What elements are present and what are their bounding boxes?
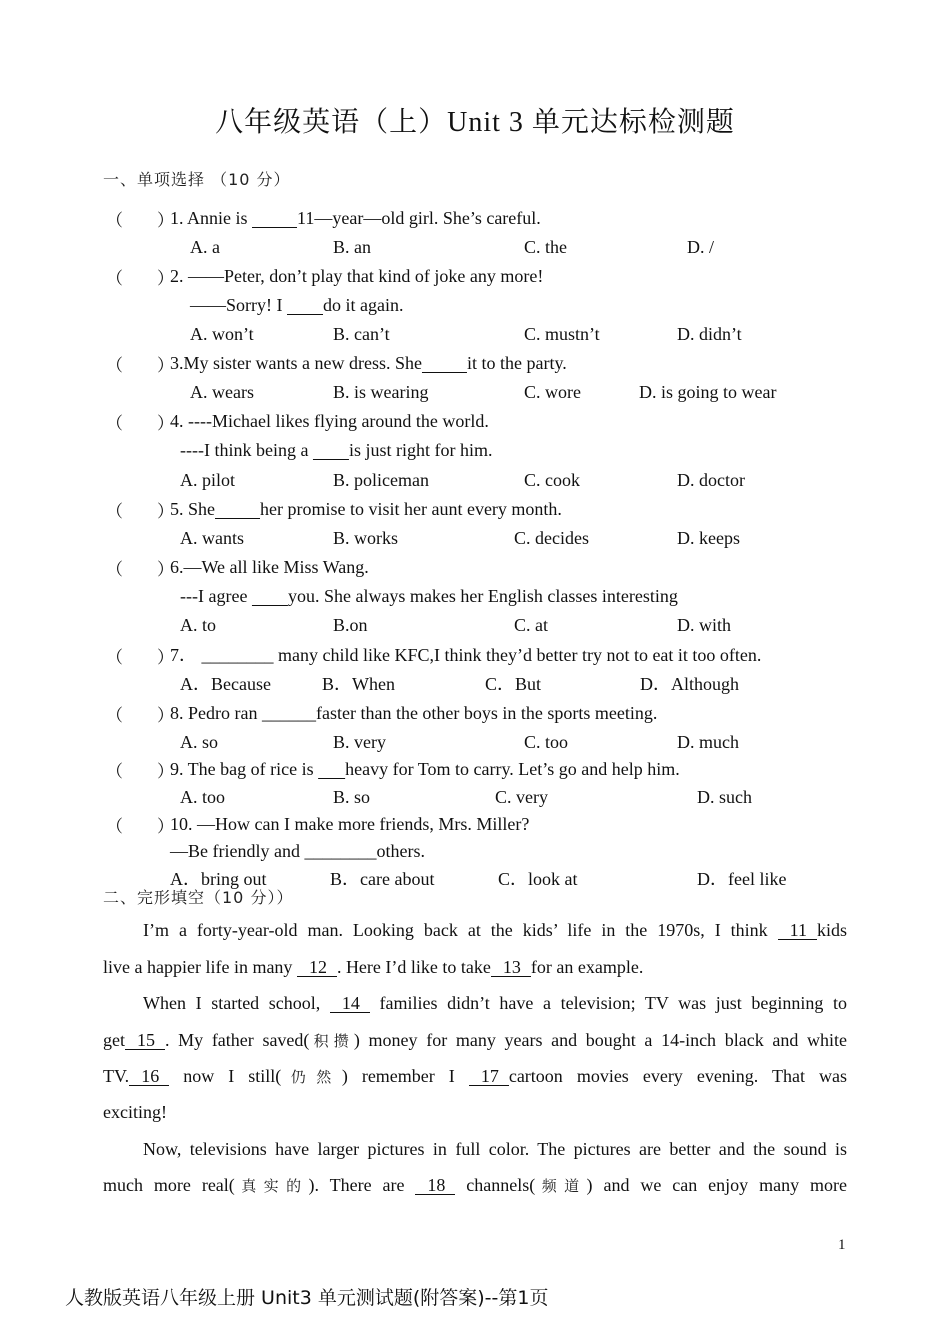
question-stem [180,439,492,461]
question-stem [170,207,541,229]
answer-paren: （ ） [106,762,174,781]
text-segment: 2. ——Peter, don’t play that kind of joke any more! [170,266,544,286]
question-stem [170,352,567,374]
numbered-blank: 13 [491,958,531,977]
answer-blank [252,208,297,228]
passage-line [103,956,847,978]
text-segment: it to the party. [466,353,567,373]
answer-blank [252,586,288,606]
numbered-blank: 11 [778,921,817,940]
text-segment: kids [816,920,847,940]
text-segment: 11—year—old girl. She’s careful. [297,208,541,228]
passage-line [103,1174,847,1197]
answer-option: A. pilot [180,470,236,490]
answer-option: C. very [495,787,548,807]
answer-blank [313,440,349,460]
text-segment: 3.My sister wants a new dress. She [170,353,422,373]
answer-option: A. so [180,732,219,752]
passage-line [103,1101,847,1123]
chinese-gloss: 真实的 [234,1177,309,1195]
text-segment: When I started school, [143,993,330,1013]
text-segment: . Here I’d like to take [336,957,491,977]
answer-blank [318,759,345,779]
passage-line [143,1138,847,1160]
answer-option: C. the [524,237,567,257]
text-segment: much more real( [103,1175,235,1195]
text-segment: channels( [455,1175,536,1195]
question-stem [180,585,678,607]
answer-paren: （ ） [106,648,174,667]
numbered-blank: 12 [297,958,337,977]
question-stem [170,840,425,862]
answer-paren: （ ） [106,269,174,288]
answer-paren: （ ） [106,817,174,836]
answer-option: D．feel like [697,869,787,889]
answer-option: A. wants [180,528,244,548]
text-segment: you. She always makes her English classes interesting [287,586,678,606]
footer-caption: 人教版英语八年级上册 Unit3 单元测试题(附答案)--第1页 [65,1287,549,1309]
text-segment: TV. [103,1066,130,1086]
numbered-blank: 15 [125,1031,165,1050]
text-segment: ) money for many years and bought a 14-inch black and white [353,1030,847,1050]
passage-line [143,919,847,941]
answer-option: A. a [190,237,220,257]
answer-option: C．But [485,674,542,694]
passage-line [103,1065,847,1088]
question-stem [170,813,529,835]
text-segment: 7． ________ many child like KFC,I think they’d better try not to eat it too often. [170,645,762,665]
text-segment: 1. Annie is [170,208,253,228]
text-segment: heavy for Tom to carry. Let’s go and help him. [345,759,680,779]
text-segment: do it again. [323,295,404,315]
numbered-blank: 16 [129,1067,169,1086]
answer-option: D. keeps [677,528,740,548]
answer-option: D. such [697,787,752,807]
text-segment: 6.—We all like Miss Wang. [170,557,369,577]
question-stem [170,498,562,520]
answer-option: A．Because [180,674,271,694]
text-segment: —Be friendly and ________others. [170,841,425,861]
answer-option: A. too [180,787,225,807]
answer-option: D. with [677,615,731,635]
text-segment: her promise to visit her aunt every month. [260,499,562,519]
text-segment: ). There are [308,1175,416,1195]
text-segment: Now, televisions have larger pictures in full color. The pictures are better and the sound is [143,1139,847,1159]
text-segment: get [103,1030,125,1050]
answer-option: D. doctor [677,470,745,490]
text-segment: families didn’t have a television; TV was just beginning to [369,993,847,1013]
text-segment: 5. She [170,499,215,519]
text-segment: live a happier life in many [103,957,297,977]
text-segment: 10. —How can I make more friends, Mrs. Miller? [170,814,530,834]
answer-option: C. decides [514,528,589,548]
question-stem [170,556,369,578]
chinese-gloss: 仍然 [281,1068,342,1086]
answer-option: A. to [180,615,216,635]
numbered-blank: 18 [415,1176,455,1195]
numbered-blank: 14 [330,994,370,1013]
text-segment: 8. Pedro ran ______faster than the other boys in the sports meeting. [170,703,658,723]
answer-option: D．Although [640,674,739,694]
answer-paren: （ ） [106,211,174,230]
page-number: 1 [838,1237,846,1253]
answer-option: D. didn’t [677,324,742,344]
answer-option: B. can’t [333,324,390,344]
answer-option: B．care about [330,869,435,889]
passage-line [103,1029,847,1052]
answer-option: D. / [687,237,714,257]
answer-option: B．When [322,674,395,694]
question-stem [170,410,489,432]
text-segment: I’m a forty-year-old man. Looking back at the kids’ life in the 1970s, I think [143,920,778,940]
answer-paren: （ ） [106,706,174,725]
answer-paren: （ ） [106,356,174,375]
answer-option: C. at [514,615,548,635]
answer-blank [422,353,467,373]
text-segment: ---I agree [180,586,252,606]
question-stem [170,702,657,724]
chinese-gloss: 积攒 [309,1032,354,1050]
answer-option: D. much [677,732,739,752]
document-title: 八年级英语（上）Unit 3 单元达标检测题 [215,107,735,138]
answer-option: A. wears [190,382,254,402]
answer-option: B.on [333,615,368,635]
answer-option: B. is wearing [333,382,429,402]
text-segment: ----I think being a [180,440,313,460]
answer-paren: （ ） [106,560,174,579]
numbered-blank: 17 [469,1067,509,1086]
answer-option: B. very [333,732,386,752]
section-1-heading: 一、单项选择 （10 分） [103,170,291,189]
answer-option: C. mustn’t [524,324,600,344]
text-segment: . My father saved( [165,1030,310,1050]
text-segment: ) and we can enjoy many more [586,1175,847,1195]
answer-option: C. too [524,732,569,752]
text-segment: ——Sorry! I [190,295,287,315]
answer-paren: （ ） [106,502,174,521]
chinese-gloss: 频道 [535,1177,587,1195]
text-segment: 4. ----Michael likes flying around the world. [170,411,489,431]
text-segment: for an example. [530,957,644,977]
answer-option: B. so [333,787,371,807]
question-stem [170,758,680,780]
text-segment: is just right for him. [348,440,493,460]
text-segment: exciting! [103,1102,167,1122]
answer-option: B. works [333,528,399,548]
answer-option: C. wore [524,382,581,402]
answer-option: D. is going to wear [639,382,777,402]
answer-option: B. an [333,237,371,257]
text-segment: cartoon movies every evening. That was [508,1066,847,1086]
question-stem [170,644,761,666]
passage-line [143,992,847,1014]
answer-paren: （ ） [106,414,174,433]
answer-option: B. policeman [333,470,429,490]
answer-option: A. won’t [190,324,254,344]
text-segment: ) remember I [341,1066,469,1086]
question-stem [170,265,543,287]
answer-blank [287,295,323,315]
text-segment: now I still( [169,1066,282,1086]
answer-blank [215,499,260,519]
answer-option: C. cook [524,470,580,490]
text-segment: 9. The bag of rice is [170,759,319,779]
answer-option: C．look at [498,869,578,889]
section-2-heading: 二、完形填空（10 分）） [103,888,294,907]
answer-option: A．bring out [170,869,267,889]
question-stem [190,294,403,316]
